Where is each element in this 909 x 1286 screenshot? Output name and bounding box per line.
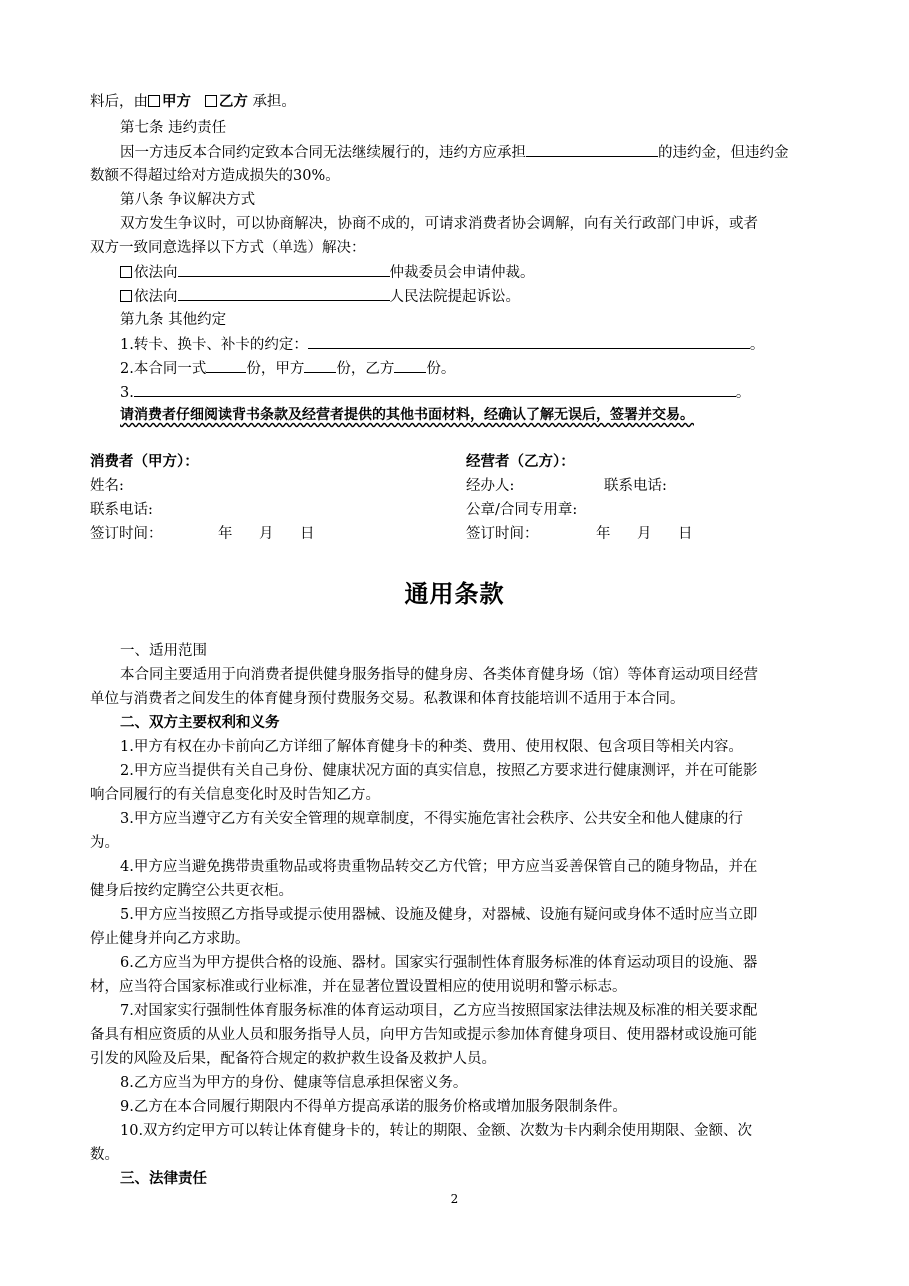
item-1: 1.甲方有权在办卡前向乙方详细了解体育健身卡的种类、费用、使用权限、包含项目等相关内容。	[120, 739, 743, 755]
operator-date-month: 月	[637, 526, 652, 542]
text: 份。	[426, 361, 456, 377]
text: 人民法院提起诉讼。	[389, 289, 520, 305]
operator-seal-label: 公章/合同专用章:	[466, 502, 578, 518]
text: 的违约金，但违约金	[658, 145, 789, 161]
court-blank[interactable]	[178, 286, 390, 301]
checkbox-litigation[interactable]	[120, 290, 132, 302]
option-arbitration	[120, 262, 535, 283]
checkbox-party-b[interactable]	[205, 95, 217, 107]
article-7-line-1	[120, 142, 789, 163]
text: 料后，由	[90, 94, 148, 110]
operator-date-year: 年	[596, 526, 611, 542]
notice-text: 请消费者仔细阅读背书条款及经营者提供的其他书面材料，经确认了解无误后，签署并交易。	[120, 407, 694, 423]
section-3-title: 三、法律责任	[120, 1170, 207, 1187]
consumer-name-label: 姓名:	[90, 478, 124, 494]
section-1-line-2: 单位与消费者之间发生的体育健身预付费服务交易。私教课和体育技能培训不适用于本合同。	[90, 691, 685, 707]
item-2-line-2: 响合同履行的有关信息变化时及时告知乙方。	[90, 787, 380, 803]
article-9-item-1	[120, 334, 764, 355]
operator-agent-label: 经办人:	[466, 478, 515, 494]
item-7-line-1: 7.对国家实行强制性体育服务标准的体育运动项目，乙方应当按照国家法律法规及标准的相关要求配	[120, 1003, 758, 1019]
checkbox-arbitration[interactable]	[120, 266, 132, 278]
text: 3.	[120, 385, 134, 401]
article-9-title: 第九条 其他约定	[120, 312, 227, 328]
consumer-date-label: 签订时间：	[90, 526, 163, 542]
option-party-b: 乙方	[218, 93, 248, 110]
item-8: 8.乙方应当为甲方的身份、健康等信息承担保密义务。	[120, 1075, 468, 1091]
text: 1.转卡、换卡、补卡的约定：	[120, 337, 308, 353]
item-7-line-2: 备具有相应资质的从业人员和服务指导人员，向甲方告知或提示参加体育健身项目、使用器材或设施可能	[90, 1027, 757, 1043]
item-2-line-1: 2.甲方应当提供有关自己身份、健康状况方面的真实信息，按照乙方要求进行健康测评，并在可能影	[120, 763, 758, 779]
section-2-title: 二、双方主要权利和义务	[120, 714, 280, 731]
item-4-line-1: 4.甲方应当避免携带贵重物品或将贵重物品转交乙方代管；甲方应当妥善保管自己的随身物品，并在	[120, 859, 758, 875]
copies-party-b-blank[interactable]	[394, 358, 426, 373]
page-number: 2	[450, 1192, 459, 1206]
operator-heading: 经营者（乙方）：	[466, 453, 575, 470]
consumer-phone-label: 联系电话:	[90, 502, 153, 518]
consumer-heading: 消费者（甲方）：	[90, 453, 199, 470]
item-6-line-1: 6.乙方应当为甲方提供合格的设施、器材。国家实行强制性体育服务标准的体育运动项目的设施、器	[120, 955, 758, 971]
item-6-line-2: 材，应当符合国家标准或行业标准，并在显著位置设置相应的使用说明和警示标志。	[90, 979, 627, 995]
section-1-line-1: 本合同主要适用于向消费者提供健身服务指导的健身房、各类体育健身场（馆）等体育运动项目经营	[120, 667, 758, 683]
article-7-title: 第七条 违约责任	[120, 120, 227, 136]
article-7-line-2: 数额不得超过给对方造成损失的30%。	[90, 168, 340, 184]
consumer-date-year: 年	[218, 526, 233, 542]
article-8-line-1: 双方发生争议时，可以协商解决，协商不成的，可请求消费者协会调解，向有关行政部门申诉，或者	[120, 216, 758, 232]
operator-date-label: 签订时间：	[466, 526, 539, 542]
text: 2.本合同一式	[120, 361, 207, 377]
clause-line-bearer	[90, 92, 296, 112]
text: 仲裁委员会申请仲裁。	[389, 265, 535, 281]
item-10-line-2: 数。	[90, 1147, 119, 1163]
article-9-item-3	[120, 382, 750, 403]
copies-total-blank[interactable]	[206, 358, 246, 373]
article-9-item-2	[120, 358, 455, 379]
text: 因一方违反本合同约定致本合同无法继续履行的，违约方应承担	[120, 145, 526, 161]
operator-date-day: 日	[678, 526, 693, 542]
item-9: 9.乙方在本合同履行期限内不得单方提高承诺的服务价格或增加服务限制条件。	[120, 1099, 627, 1115]
consumer-date-month: 月	[259, 526, 274, 542]
item-3-line-1: 3.甲方应当遵守乙方有关安全管理的规章制度，不得实施危害社会秩序、公共安全和他人健康的行	[120, 811, 743, 827]
checkbox-party-a[interactable]	[148, 95, 160, 107]
text: 份，乙方	[336, 361, 395, 377]
text: 。	[735, 385, 751, 401]
penalty-blank[interactable]	[526, 142, 658, 157]
item-7-line-3: 引发的风险及后果，配备符合规定的救护救生设备及救护人员。	[90, 1051, 496, 1067]
option-party-a: 甲方	[162, 93, 191, 110]
general-terms-title: 通用条款	[404, 579, 505, 608]
option-litigation	[120, 286, 520, 307]
text: 承担。	[252, 94, 296, 110]
article-8-title: 第八条 争议解决方式	[120, 192, 256, 208]
section-1-title: 一、适用范围	[120, 643, 207, 659]
consumer-date-day: 日	[300, 526, 315, 542]
text: 份，甲方	[246, 361, 305, 377]
text: 。	[749, 337, 765, 353]
item-5-line-2: 停止健身并向乙方求助。	[90, 931, 250, 947]
copies-party-a-blank[interactable]	[304, 358, 336, 373]
arbitration-blank[interactable]	[178, 262, 390, 277]
text: 依法向	[134, 289, 178, 305]
item-5-line-1: 5.甲方应当按照乙方指导或提示使用器械、设施及健身，对器械、设施有疑问或身体不适时应当立即	[120, 907, 758, 923]
item-4-line-2: 健身后按约定腾空公共更衣柜。	[90, 883, 293, 899]
transfer-terms-blank[interactable]	[308, 334, 750, 349]
item-3-line-2: 为。	[90, 835, 119, 851]
other-terms-blank[interactable]	[134, 382, 736, 397]
item-10-line-1: 10.双方约定甲方可以转让体育健身卡的，转让的期限、金额、次数为卡内剩余使用期限、金额、次	[120, 1123, 753, 1139]
operator-phone-label: 联系电话:	[604, 478, 667, 494]
article-8-line-2: 双方一致同意选择以下方式（单选）解决：	[90, 240, 366, 256]
text: 依法向	[134, 265, 178, 281]
